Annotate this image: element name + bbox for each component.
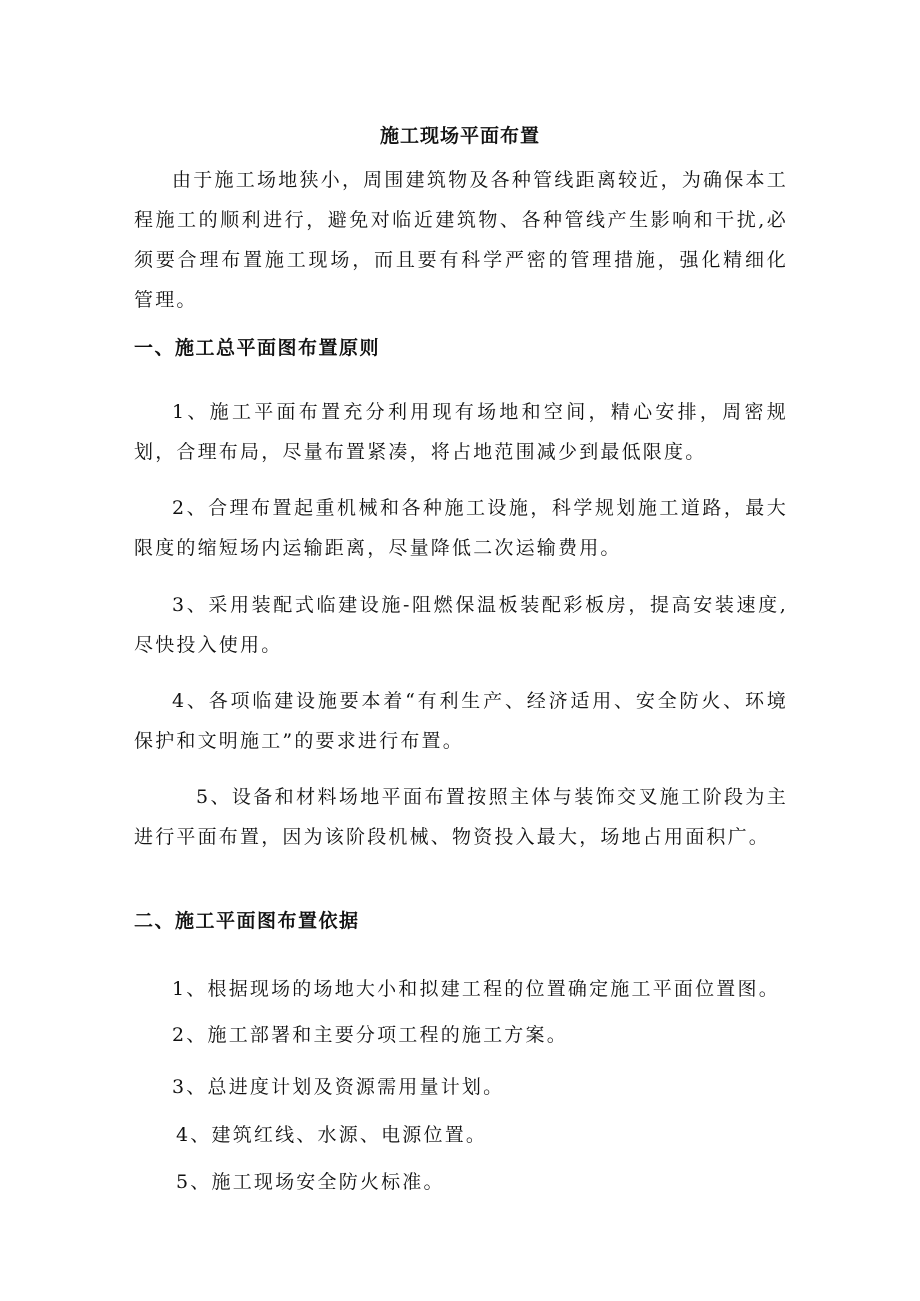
section1-item-1: 1、施工平面布置充分利用现有场地和空间，精心安排，周密规划，合理布局，尽量布置紧凑，将占地范围减少到最低限度。 <box>134 401 788 463</box>
section2-item-1: 1、根据现场的场地大小和拟建工程的位置确定施工平面位置图。 <box>172 978 780 1000</box>
section1-item-5: 5、设备和材料场地平面布置按照主体与装饰交叉施工阶段为主进行平面布置，因为该阶段机械、物资投入最大，场地占用面积广。 <box>134 786 788 848</box>
intro-paragraph: 由于施工场地狭小，周围建筑物及各种管线距离较近，为确保本工程施工的顺利进行，避免对临近建筑物、各种管线产生影响和干扰,必须要合理布置施工现场，而且要有科学严密的管理措施，强化精细化管理。 <box>134 169 788 311</box>
section2-item-5: 5、施工现场安全防火标准。 <box>176 1171 445 1193</box>
document-title: 施工现场平面布置 <box>379 125 540 147</box>
section2-item-4: 4、建筑红线、水源、电源位置。 <box>176 1124 488 1146</box>
section1-item-2: 2、合理布置起重机械和各种施工设施，科学规划施工道路，最大限度的缩短场内运输距离，尽量降低二次运输费用。 <box>134 497 788 559</box>
section2-heading: 二、施工平面图布置依据 <box>134 910 360 932</box>
section1-heading: 一、施工总平面图布置原则 <box>134 337 381 359</box>
section2-item-3: 3、总进度计划及资源需用量计划。 <box>172 1076 505 1098</box>
section2-item-2: 2、施工部署和主要分项工程的施工方案。 <box>172 1024 568 1046</box>
section1-item-4: 4、各项临建设施要本着“有利生产、经济适用、安全防火、环境保护和文明施工”的要求进行布置。 <box>134 690 788 752</box>
section1-item-3: 3、采用装配式临建设施-阻燃保温板装配彩板房，提高安装速度,尽快投入使用。 <box>134 594 788 656</box>
